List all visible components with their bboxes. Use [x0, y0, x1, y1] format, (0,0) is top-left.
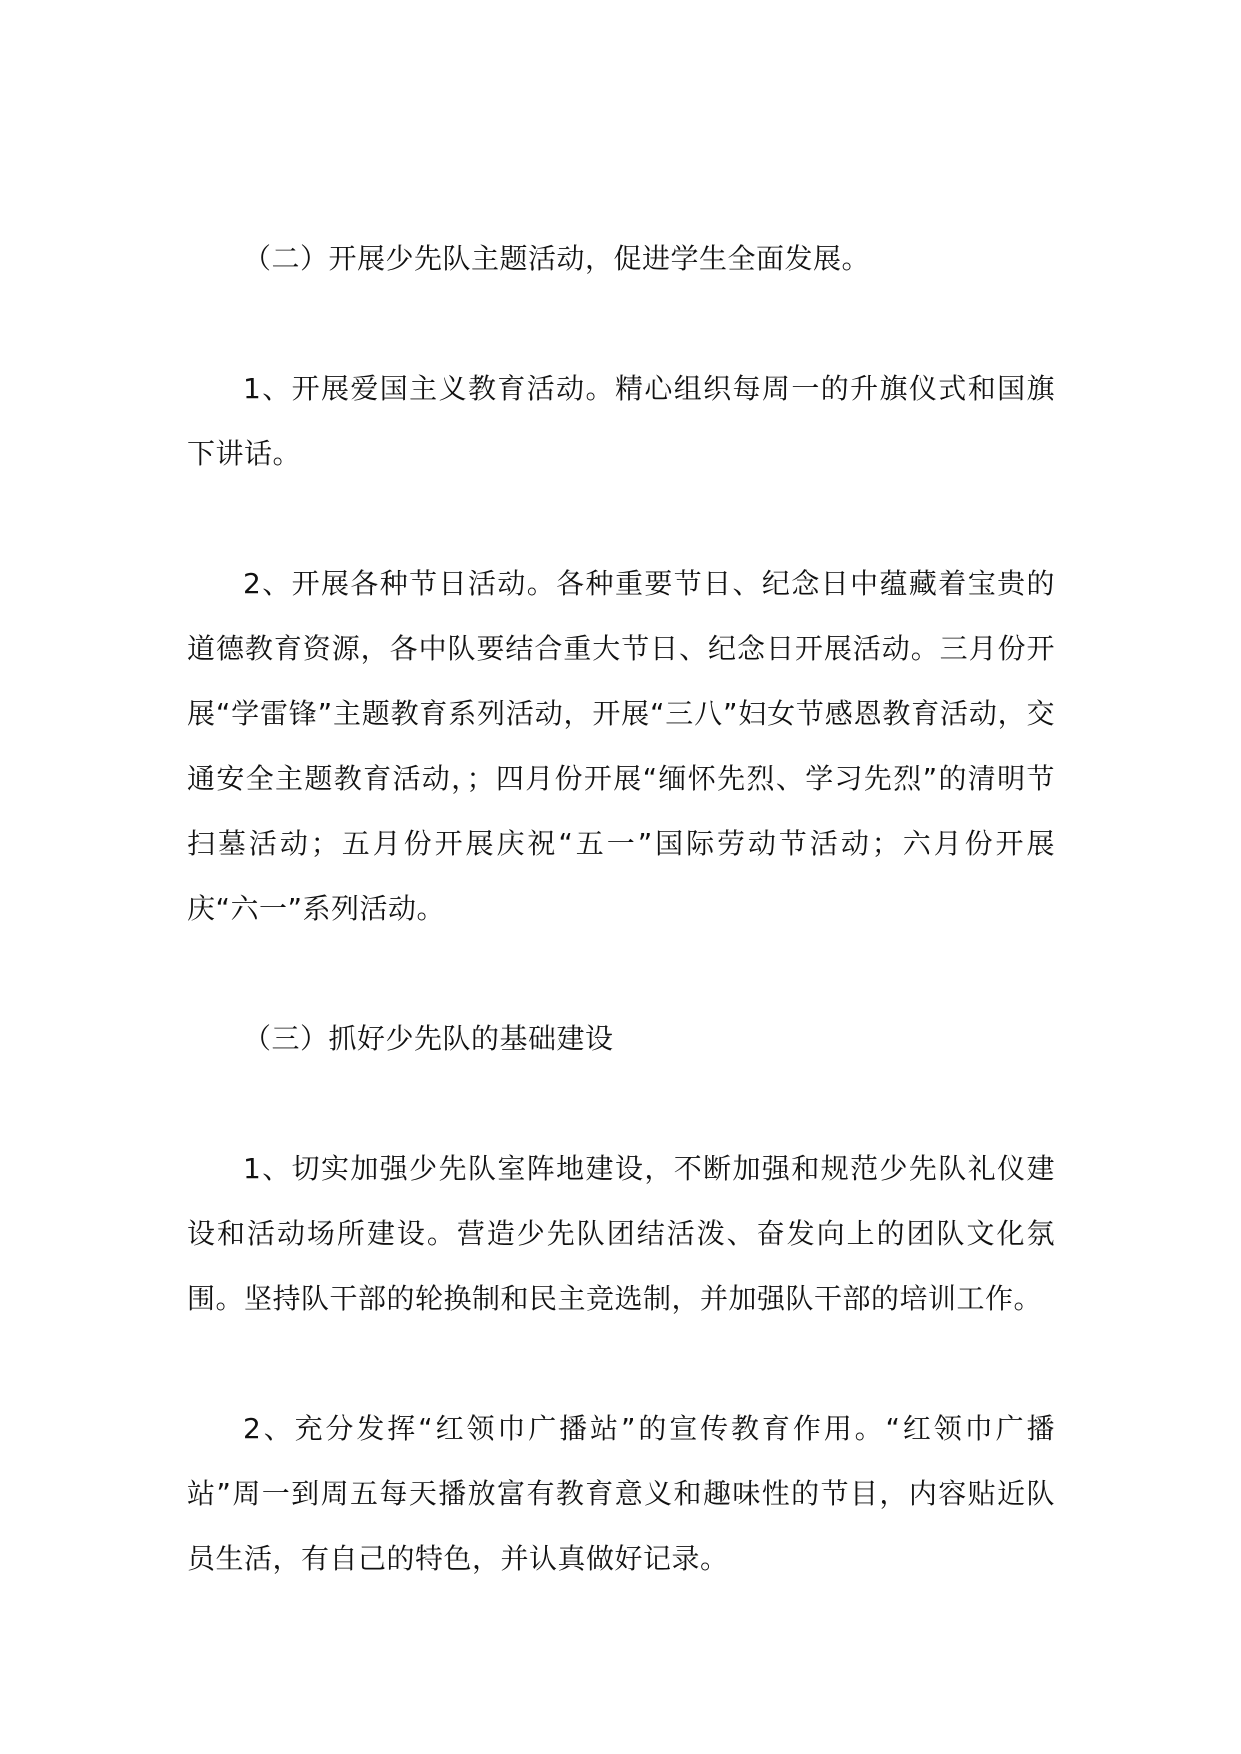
- section-heading-3: （三）抓好少先队的基础建设: [243, 1022, 614, 1055]
- paragraph-red-scarf-radio: 2、充分发挥“红领巾广播站”的宣传教育作用。“红领巾广播站”周一到周五每天播放富有教育意义和趣味性的节目，内容贴近队员生活，有自己的特色，并认真做好记录。: [187, 1412, 1055, 1575]
- document-body: [187, 226, 1055, 1591]
- paragraph-team-room-construction: 1、切实加强少先队室阵地建设，不断加强和规范少先队礼仪建设和活动场所建设。营造少先队团结活泼、奋发向上的团队文化氛围。坚持队干部的轮换制和民主竞选制，并加强队干部的培训工作。: [187, 1152, 1055, 1315]
- paragraph-holiday-activities: 2、开展各种节日活动。各种重要节日、纪念日中蕴藏着宝贵的道德教育资源，各中队要结合重大节日、纪念日开展活动。三月份开展“学雷锋”主题教育系列活动，开展“三八”妇女节感恩教育活动，交通安全主题教育活动，；四月份开展“缅怀先烈、学习先烈”的清明节扫墓活动；五月份开展庆祝“五一”国际劳动节活动；六月份开展庆“六一”系列活动。: [187, 567, 1055, 925]
- paragraph-patriotic-education: 1、开展爱国主义教育活动。精心组织每周一的升旗仪式和国旗下讲话。: [187, 372, 1055, 470]
- section-heading-2: （二）开展少先队主题活动，促进学生全面发展。: [243, 242, 871, 275]
